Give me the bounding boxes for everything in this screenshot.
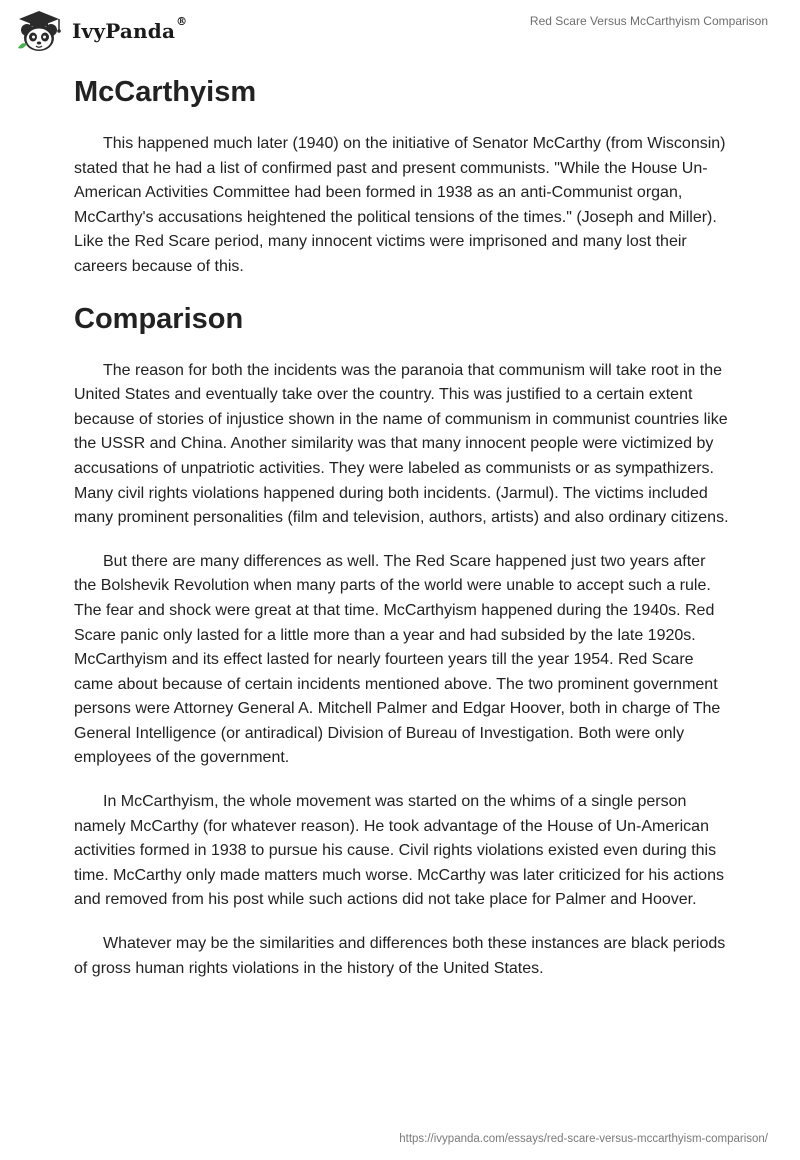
paragraph: But there are many differences as well. The Red Scare happened just two years after the Bolshevik Revolution when many parts of the world were unable to accept such a rule. The fear and shock were great at that time. McCarthyism happened during the 1940s. Red Scare panic only lasted for a little more than a year and had subsided by the late 1920s. McCarthyism and its effect lasted for nearly fourteen years till the year 1954. Red Scare came about because of certain incidents mentioned above. The two prominent government persons were Attorney General A. Mitchell Palmer and Edgar Hoover, both in charge of The General Intelligence (or antiradical) Division of Bureau of Investigation. Both were only employees of the government. <box>74 552 721 767</box>
source-url[interactable]: https://ivypanda.com/essays/red-scare-versus-mccarthyism-comparison/ <box>399 1133 768 1145</box>
page-header <box>0 0 800 62</box>
document-title: Red Scare Versus McCarthyism Comparison <box>529 14 768 28</box>
section-heading-comparison: Comparison <box>74 302 244 335</box>
essay-body <box>74 70 730 1000</box>
section-heading-mccarthyism: McCarthyism <box>74 76 257 108</box>
brand-name: IvyPanda® <box>72 15 188 43</box>
ivypanda-logo[interactable] <box>14 8 187 54</box>
paragraph: In McCarthyism, the whole movement was started on the whims of a single person namely McCarthy (for whatever reason). He took advantage of the House of Un-American activities formed in 1938 to pursue his cause. Civil rights violations existed even during this time. McCarthy only made matters much worse. McCarthy was later criticized for his actions and removed from his post while such actions did not take place for Palmer and Hoover. <box>74 793 724 909</box>
paragraph: This happened much later (1940) on the initiative of Senator McCarthy (from Wisconsin) stated that he had a list of confirmed past and present communists. "While the House Un-American Activities Committee had been formed in 1938 as an anti-Communist organ, McCarthy's accusations heightened the political tensions of the times." (Joseph and Miller). Like the Red Scare period, many innocent victims were imprisoned and many lost their careers because of this. <box>74 135 726 275</box>
paragraph: Whatever may be the similarities and differences both these instances are black periods of gross human rights violations in the history of the United States. <box>74 935 726 977</box>
panda-graduate-icon <box>14 8 66 54</box>
paragraph: The reason for both the incidents was the paranoia that communism will take root in the United States and eventually take over the country. This was justified to a certain extent because of stories of injustice shown in the name of communism in communist countries like the USSR and China. Another similarity was that many innocent people were victimized by accusations of unpatriotic activities. They were labeled as communists or as sympathizers. Many civil rights violations happened during both incidents. (Jarmul). The victims included many prominent personalities (film and television, authors, artists) and also ordinary citizens. <box>74 361 729 527</box>
